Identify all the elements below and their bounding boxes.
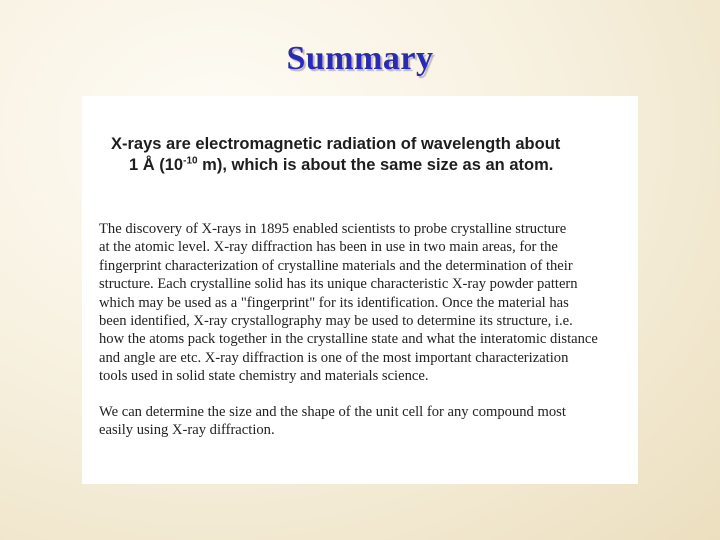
- content-panel: [82, 96, 638, 484]
- paragraph-line: at the atomic level. X-ray diffraction has been in use in two main areas, for the: [99, 239, 558, 256]
- headline-line-2: [111, 155, 631, 176]
- paragraph-line: how the atoms pack together in the crystalline state and what the interatomic distance: [99, 331, 598, 348]
- paragraph-discovery: [99, 220, 629, 386]
- paragraph-line: which may be used as a "fingerprint" for its identification. Once the material has: [99, 294, 569, 311]
- paragraph-line: We can determine the size and the shape of the unit cell for any compound most: [99, 404, 566, 420]
- headline-line-1: X-rays are electromagnetic radiation of wavelength about: [111, 135, 561, 153]
- headline-line-2-start: 1 Å (10: [129, 156, 184, 174]
- paragraph-line: fingerprint characterization of crystalline materials and the determination of their: [99, 257, 573, 274]
- paragraph-line: and angle are etc. X-ray diffraction is one of the most important characterization: [99, 349, 569, 366]
- paragraph-line: The discovery of X-rays in 1895 enabled scientists to probe crystalline structure: [99, 221, 567, 237]
- headline-line-2-end: m), which is about the same size as an atom.: [197, 156, 554, 174]
- paragraph-line: structure. Each crystalline solid has its unique characteristic X-ray powder pattern: [99, 276, 578, 293]
- headline: [111, 134, 631, 176]
- paragraph-line: been identified, X-ray crystallography may be used to determine its structure, i.e.: [99, 313, 573, 330]
- paragraph-line: tools used in solid state chemistry and materials science.: [99, 368, 429, 385]
- paragraph-unit-cell: [99, 403, 629, 440]
- slide-title: Summary: [286, 40, 434, 77]
- headline-exponent: -10: [183, 155, 198, 167]
- paragraph-line: easily using X-ray diffraction.: [99, 422, 275, 439]
